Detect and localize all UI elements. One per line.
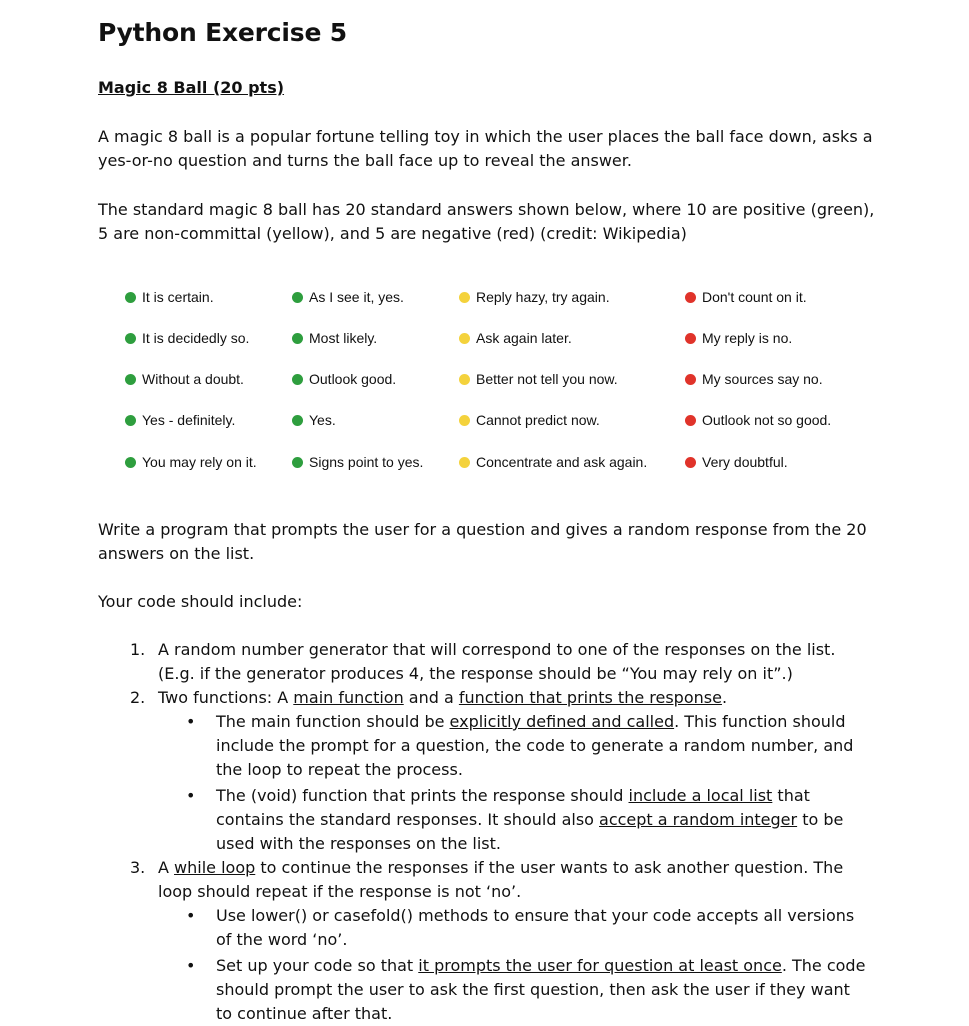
answer-item: It is decidedly so. xyxy=(125,328,249,348)
green-dot-icon xyxy=(125,333,136,344)
list-item-line: Two functions: A main function and a function that prints the response. xyxy=(158,688,728,707)
underlined-text: main function xyxy=(293,688,404,707)
answer-item: Outlook not so good. xyxy=(685,410,831,430)
list-item-line: The main function should be explicitly defined and called. This function should xyxy=(216,712,846,731)
list-number: 2. xyxy=(130,688,146,707)
list-item-line: Use lower() or casefold() methods to ensure that your code accepts all versions xyxy=(216,906,855,925)
red-dot-icon xyxy=(685,457,696,468)
answer-item: Very doubtful. xyxy=(685,452,788,472)
task-paragraph: Write a program that prompts the user for a question and gives a random response from the 20 answers on the list. xyxy=(98,520,867,563)
list-item-line: used with the responses on the list. xyxy=(216,834,501,853)
underlined-text: function that prints the response xyxy=(458,688,722,707)
answer-item: Signs point to yes. xyxy=(292,452,423,472)
list-item-line: A while loop to continue the responses if the user wants to ask another question. The xyxy=(158,858,844,877)
bullet-icon: • xyxy=(186,786,196,805)
list-item-line: the loop to repeat the process. xyxy=(216,760,463,779)
underlined-text: accept a random integer xyxy=(599,810,798,829)
answer-item: My sources say no. xyxy=(685,369,823,389)
green-dot-icon xyxy=(125,415,136,426)
green-dot-icon xyxy=(292,292,303,303)
yellow-dot-icon xyxy=(459,457,470,468)
list-item-line: The (void) function that prints the response should include a local list that xyxy=(216,786,810,805)
list-item-line: (E.g. if the generator produces 4, the response should be “You may rely on it”.) xyxy=(158,664,793,683)
answer-item: Don't count on it. xyxy=(685,287,807,307)
bullet-icon: • xyxy=(186,906,196,925)
yellow-dot-icon xyxy=(459,374,470,385)
answer-item: My reply is no. xyxy=(685,328,792,348)
green-dot-icon xyxy=(292,333,303,344)
answer-item: Without a doubt. xyxy=(125,369,244,389)
bullet-icon: • xyxy=(186,956,196,975)
list-item-line: should prompt the user to ask the first question, then ask the user if they want xyxy=(216,980,850,999)
underlined-text: it prompts the user for question at least once xyxy=(418,956,782,975)
include-label: Your code should include: xyxy=(98,592,303,611)
yellow-dot-icon xyxy=(459,333,470,344)
answer-item: Yes - definitely. xyxy=(125,410,235,430)
page-title: Python Exercise 5 xyxy=(98,18,347,47)
red-dot-icon xyxy=(685,374,696,385)
list-item-line: to continue after that. xyxy=(216,1004,393,1023)
underlined-text: explicitly defined and called xyxy=(449,712,675,731)
underlined-text: while loop xyxy=(174,858,256,877)
answer-item: Concentrate and ask again. xyxy=(459,452,647,472)
answer-item: Cannot predict now. xyxy=(459,410,600,430)
red-dot-icon xyxy=(685,333,696,344)
list-number: 1. xyxy=(130,640,146,659)
answer-item: You may rely on it. xyxy=(125,452,257,472)
answer-item: Ask again later. xyxy=(459,328,572,348)
answer-item: Most likely. xyxy=(292,328,377,348)
bullet-icon: • xyxy=(186,712,196,731)
exercise-subtitle: Magic 8 Ball (20 pts) xyxy=(98,78,285,97)
intro-paragraph: A magic 8 ball is a popular fortune telling toy in which the user places the ball face down, asks a yes-or-no question and turns the ball face up to reveal the answer. xyxy=(98,127,873,170)
list-item-line: loop should repeat if the response is not ‘no’. xyxy=(158,882,522,901)
red-dot-icon xyxy=(685,415,696,426)
answers-grid xyxy=(0,282,969,482)
green-dot-icon xyxy=(125,374,136,385)
list-item-line: include the prompt for a question, the code to generate a random number, and xyxy=(216,736,854,755)
answer-item: It is certain. xyxy=(125,287,214,307)
answer-item: Better not tell you now. xyxy=(459,369,618,389)
green-dot-icon xyxy=(125,292,136,303)
answer-item: Yes. xyxy=(292,410,336,430)
list-item-line: contains the standard responses. It should also accept a random integer to be xyxy=(216,810,844,829)
yellow-dot-icon xyxy=(459,415,470,426)
green-dot-icon xyxy=(292,374,303,385)
underlined-text: include a local list xyxy=(628,786,773,805)
answers-description: The standard magic 8 ball has 20 standard answers shown below, where 10 are positive (green), 5 are non-committal (yellow), and 5 are negative (red) (credit: Wikipedia) xyxy=(98,200,875,243)
yellow-dot-icon xyxy=(459,292,470,303)
answer-item: As I see it, yes. xyxy=(292,287,404,307)
answer-item: Reply hazy, try again. xyxy=(459,287,610,307)
green-dot-icon xyxy=(292,415,303,426)
list-item-line: Set up your code so that it prompts the user for question at least once. The code xyxy=(216,956,866,975)
list-item-line: A random number generator that will correspond to one of the responses on the list. xyxy=(158,640,836,659)
list-number: 3. xyxy=(130,858,146,877)
answer-item: Outlook good. xyxy=(292,369,396,389)
red-dot-icon xyxy=(685,292,696,303)
green-dot-icon xyxy=(125,457,136,468)
list-item-line: of the word ‘no’. xyxy=(216,930,348,949)
green-dot-icon xyxy=(292,457,303,468)
